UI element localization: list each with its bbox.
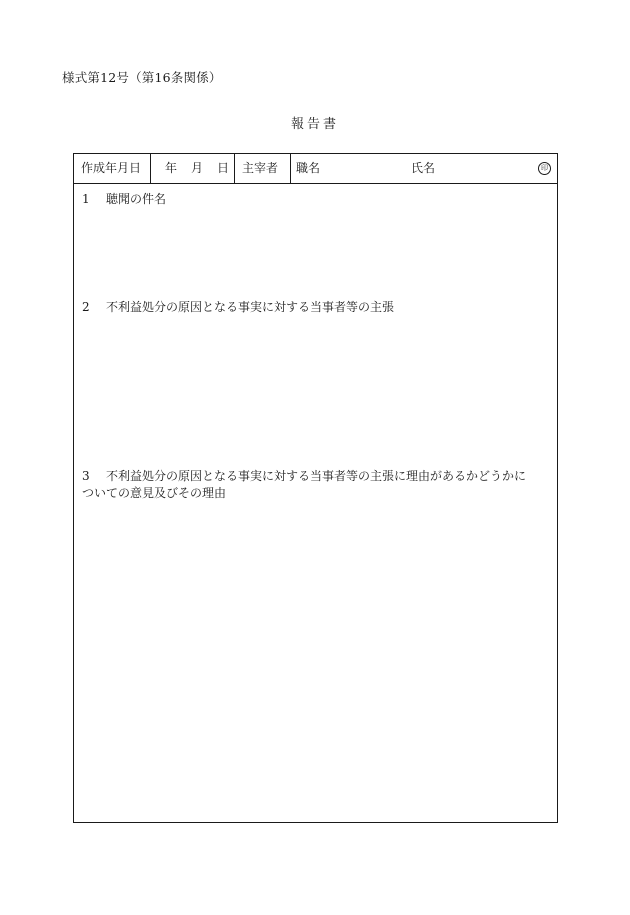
divider [290, 154, 291, 183]
section-text-continued: ついての意見及びその理由 [82, 486, 227, 500]
section-number: 1 [82, 192, 90, 206]
section-2 [82, 299, 552, 316]
section-text: 不利益処分の原因となる事実に対する当事者等の主張 [106, 300, 395, 314]
divider [150, 154, 151, 183]
form-number: 様式第12号（第16条関係） [62, 70, 222, 85]
section-number: 3 [82, 469, 90, 483]
section-text: 聴聞の件名 [106, 192, 167, 206]
section-3 [82, 468, 552, 502]
date-label: 作成年月日 [81, 161, 142, 175]
report-form [73, 153, 558, 823]
name-label: 氏名 [411, 161, 436, 175]
day-label: 日 [217, 161, 230, 175]
year-label: 年 [165, 161, 178, 175]
document-title: 報告書 [290, 117, 339, 132]
section-text: 不利益処分の原因となる事実に対する当事者等の主張に理由があるかどうかに [106, 469, 527, 483]
section-number: 2 [82, 300, 90, 314]
divider [234, 154, 235, 183]
section-1 [82, 191, 552, 208]
seal-mark: 印 [538, 162, 551, 175]
header-row [74, 154, 557, 184]
presider-label: 主宰者 [242, 161, 279, 175]
position-label: 職名 [296, 161, 321, 175]
month-label: 月 [191, 161, 204, 175]
